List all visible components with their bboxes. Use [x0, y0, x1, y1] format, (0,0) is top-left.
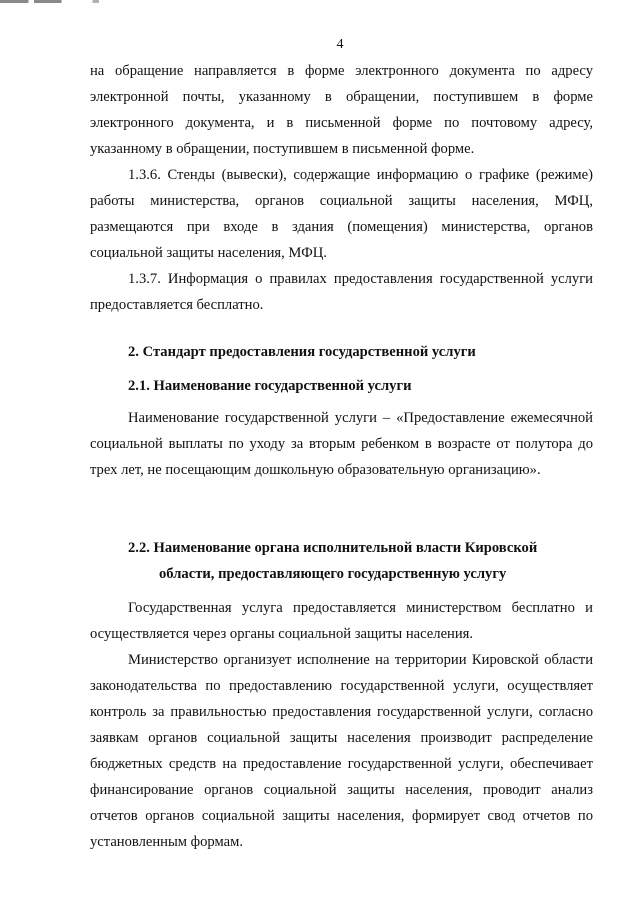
section-2-heading: 2. Стандарт предоставления государственной услуги [128, 344, 476, 360]
scan-artifact [0, 0, 110, 3]
paragraph-2-2-provider: Государственная услуга предоставляется министерством бесплатно и осуществляется через органы социальной защиты населения. [90, 600, 593, 642]
page-number: 4 [336, 37, 344, 52]
paragraph-response-delivery: на обращение направляется в форме электронного документа по адресу электронной почты, указанному в обращении, поступившем в форме электронного документа, и в письменной форме по почтовому адресу, указанному в обращении, поступившем в письменной форме. [90, 63, 593, 157]
section-2-2-heading-line2: области, предоставляющего государственную услугу [159, 566, 507, 582]
paragraph-2-2-ministry-duties: Министерство организует исполнение на территории Кировской области законодательства по предоставлению государственной услуги, осуществляет контроль за правильностью предоставления государственной услуги, согласно заявкам органов социальной защиты населения производит распределение бюджетных средств на предоставление государственной услуги, обеспечивает финансирование органов социальной защиты населения, проводит анализ отчетов органов социальной защиты населения, формирует свод отчетов по установленным формам. [90, 652, 593, 850]
paragraph-1-3-6: 1.3.6. Стенды (вывески), содержащие информацию о графике (режиме) работы министерства, органов социальной защиты населения, МФЦ, размещаются при входе в здания (помещения) министерства, органов социальной защиты населения, МФЦ. [90, 167, 593, 261]
section-2-1-heading: 2.1. Наименование государственной услуги [128, 378, 412, 394]
section-2-2-heading-line1: 2.2. Наименование органа исполнительной власти Кировской [128, 540, 538, 556]
section-2-2-heading [128, 535, 593, 587]
paragraph-2-1-service-name: Наименование государственной услуги – «Предоставление ежемесячной социальной выплаты по уходу за вторым ребенком в возрасте от полутора до трех лет, не посещающим дошкольную образовательную организацию». [90, 410, 593, 478]
paragraph-1-3-7: 1.3.7. Информация о правилах предоставления государственной услуги предоставляется бесплатно. [90, 271, 593, 313]
